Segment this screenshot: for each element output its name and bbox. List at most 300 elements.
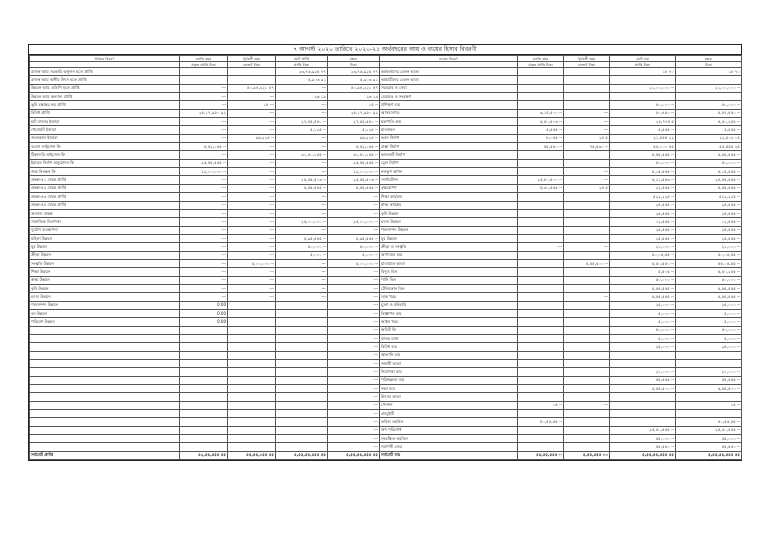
table-row xyxy=(30,201,742,209)
table-cell: --- xyxy=(180,276,228,284)
table-row xyxy=(30,443,742,451)
table-cell: ৫,৫৫,৫৫৫ ০০ xyxy=(564,451,610,459)
table-cell: ৫৫,৫৫৫ -- xyxy=(610,376,676,384)
table-cell: --- xyxy=(328,443,380,451)
table-cell xyxy=(30,360,180,368)
table-cell: রাজস্ব আয় স্থানীয় উৎস হতে প্রাপ্তি xyxy=(30,76,180,84)
table-cell: ৫,৫৫৫ -- xyxy=(518,126,564,134)
table-cell: ৫,৫৫,৫৫৫ -- xyxy=(676,184,742,192)
table-cell: --- xyxy=(328,301,380,309)
table-cell xyxy=(518,443,564,451)
table-cell: --- xyxy=(228,226,276,234)
table-cell: --- xyxy=(328,401,380,409)
table-cell: ৫,০০০ -- xyxy=(276,251,328,259)
table-cell: ৫,০০,০০০ -- xyxy=(328,259,380,267)
table-cell: ৫,৫৭,৫৫০ -- xyxy=(676,109,742,117)
table-cell xyxy=(228,318,276,326)
table-cell: ৯৬,২২৫ -- xyxy=(328,134,380,142)
table-cell: --- xyxy=(180,84,228,92)
table-cell xyxy=(518,209,564,217)
table-cell: ৫,৫৫,৫৫৫ -- xyxy=(610,293,676,301)
table-row xyxy=(30,259,742,267)
table-cell xyxy=(228,76,276,84)
table-cell: --- xyxy=(564,126,610,134)
table-cell: ৫০,০০০ -- xyxy=(676,101,742,109)
table-cell: ৫,৫০,২৫৫ -- xyxy=(676,118,742,126)
table-cell xyxy=(30,418,180,426)
table-cell: ৫৫,০০০ -- xyxy=(610,435,676,443)
table-cell: --- xyxy=(228,126,276,134)
table-cell xyxy=(276,351,328,359)
table-cell: 0.00 xyxy=(180,309,228,317)
table-cell: প্রকল্প-৫২ থেকে প্রাপ্তি xyxy=(30,184,180,192)
header-cell: প্রকৃত প্রাপ্তি টাকা xyxy=(180,62,228,68)
table-cell: --- xyxy=(180,126,228,134)
table-cell: --- xyxy=(180,243,228,251)
table-cell xyxy=(180,326,228,334)
table-cell xyxy=(564,418,610,426)
table-row xyxy=(30,218,742,226)
table-cell xyxy=(564,218,610,226)
table-cell: ৫,০০০ -- xyxy=(676,309,742,317)
header-cell: পূর্ববর্তী বছর xyxy=(228,56,276,62)
table-cell xyxy=(564,76,610,84)
table-cell: --- xyxy=(180,284,228,292)
table-cell: ২৫,৫৫৫ -- xyxy=(676,209,742,217)
table-cell xyxy=(564,301,610,309)
table-row xyxy=(30,209,742,217)
table-cell: পরিবেশ উন্নয়ন xyxy=(30,318,180,326)
table-cell: --- xyxy=(228,276,276,284)
table-cell xyxy=(518,276,564,284)
table-cell xyxy=(30,443,180,451)
table-cell xyxy=(518,318,564,326)
table-cell: --- xyxy=(180,201,228,209)
table-cell: ২১,০০০ -- xyxy=(676,368,742,376)
table-cell xyxy=(228,401,276,409)
table-cell: --- xyxy=(564,118,610,126)
table-cell: ২২,৫০২ ০৫ xyxy=(676,134,742,142)
table-cell xyxy=(518,151,564,159)
table-cell: যাতায়াত ভাতা xyxy=(380,259,518,267)
table-cell: --- xyxy=(328,276,380,284)
table-cell xyxy=(276,426,328,434)
table-cell: --- xyxy=(276,276,328,284)
table-cell: ২৫,০০০ -- xyxy=(610,343,676,351)
table-row xyxy=(30,343,742,351)
header-cell: বাজেট টাকা xyxy=(564,62,610,68)
table-cell: --- xyxy=(228,93,276,101)
table-cell: ৫৫,৫৫৫ -- xyxy=(676,376,742,384)
table-cell: --- xyxy=(180,259,228,267)
table-cell: --- xyxy=(180,118,228,126)
table-cell: ৫,০০০ -- xyxy=(610,335,676,343)
table-cell: ৫,৫৫,৫০০ -- xyxy=(564,259,610,267)
table-cell xyxy=(518,376,564,384)
table-cell: ৫,৫৫,৫৫,৫৫৫ ৫৫ xyxy=(676,451,742,459)
table-cell xyxy=(276,401,328,409)
table-cell xyxy=(180,368,228,376)
total-row xyxy=(30,451,742,459)
table-cell: ১৫ -- xyxy=(676,401,742,409)
table-cell xyxy=(564,226,610,234)
table-cell: ১৫ -- xyxy=(518,401,564,409)
table-cell: ৫,৫৫৫ -- xyxy=(676,126,742,134)
table-cell: জ্বালানি ব্যয় xyxy=(380,351,518,359)
table-cell: হাট বাজার ইজারা xyxy=(30,118,180,126)
table-cell: --- xyxy=(228,251,276,259)
table-cell xyxy=(180,376,228,384)
table-cell xyxy=(564,376,610,384)
table-cell: শিক্ষা উন্নয়ন xyxy=(30,268,180,276)
table-cell: ৫,০০০ -- xyxy=(676,318,742,326)
table-cell: স্যানিটেশন xyxy=(380,176,518,184)
table-cell: ১৮ ৭০ xyxy=(676,68,742,76)
table-cell xyxy=(564,435,610,443)
table-cell: প্রকল্প-৫৪ থেকে প্রাপ্তি xyxy=(30,201,180,209)
table-cell: ২৫,৫৫৫ -- xyxy=(676,226,742,234)
table-cell: ২৭,৫৫,৫৫০ -- xyxy=(328,118,380,126)
header-cell: ব্যয়ের বিবরণ xyxy=(380,56,518,62)
table-cell: --- xyxy=(328,309,380,317)
table-cell xyxy=(518,218,564,226)
table-cell: --- xyxy=(276,143,328,151)
table-cell: ৫,৫৫,৫৫৫ -- xyxy=(676,284,742,292)
table-cell xyxy=(518,84,564,92)
ledger-sheet xyxy=(28,44,742,461)
table-cell xyxy=(30,410,180,418)
table-row xyxy=(30,385,742,393)
table-cell: --- xyxy=(276,159,328,167)
table-cell: যানবাহন xyxy=(380,126,518,134)
table-cell xyxy=(276,326,328,334)
table-cell xyxy=(30,335,180,343)
table-cell: ২৫,০০০ -- xyxy=(610,301,676,309)
table-cell: ৫,০০০ -- xyxy=(610,309,676,317)
table-cell: --- xyxy=(228,118,276,126)
table-cell: --- xyxy=(276,209,328,217)
table-cell: --- xyxy=(180,251,228,259)
table-cell xyxy=(564,284,610,292)
table-cell: ২৫,০০০ -- xyxy=(676,301,742,309)
table-cell xyxy=(228,376,276,384)
table-cell xyxy=(564,193,610,201)
header-cell: চলতি বছর xyxy=(180,56,228,62)
table-cell: ২১,০০,০০০ -- xyxy=(676,84,742,92)
table-cell: ২৫,৫৫৫ -- xyxy=(610,234,676,242)
table-cell: ২৫ ৫ xyxy=(564,184,610,192)
table-cell: 0.00 xyxy=(180,318,228,326)
header-cell: প্রকৃত প্রাপ্তি টাকা xyxy=(518,62,564,68)
table-cell xyxy=(564,268,610,276)
table-cell: ক্রীড়া উন্নয়ন xyxy=(30,251,180,259)
table-cell: ২৫ ৫ xyxy=(564,134,610,142)
table-cell: --- xyxy=(564,401,610,409)
table-cell xyxy=(610,360,676,368)
table-row xyxy=(30,426,742,434)
table-cell xyxy=(30,393,180,401)
table-cell: মহিলা উন্নয়ন xyxy=(30,234,180,242)
table-cell: --- xyxy=(180,193,228,201)
table-cell: ২৫,৫৫,৫০৩ -- xyxy=(328,176,380,184)
table-cell xyxy=(276,393,328,401)
table-cell xyxy=(180,343,228,351)
table-cell: --- xyxy=(564,293,610,301)
table-cell: --- xyxy=(328,435,380,443)
table-cell: --- xyxy=(228,209,276,217)
table-cell xyxy=(518,301,564,309)
table-cell: --- xyxy=(276,134,328,142)
table-cell: সংস্কৃতি উন্নয়ন xyxy=(30,259,180,267)
table-cell: ভবিষ্য তহবিল xyxy=(380,418,518,426)
table-row xyxy=(30,93,742,101)
table-cell: ৫০,০০০ -- xyxy=(610,159,676,167)
table-cell xyxy=(564,351,610,359)
table-cell xyxy=(276,301,328,309)
table-cell xyxy=(30,426,180,434)
table-cell: সর্বমোট ব্যয় xyxy=(380,451,518,459)
table-cell: --- xyxy=(228,218,276,226)
table-cell xyxy=(610,93,676,101)
table-cell xyxy=(228,410,276,418)
table-cell xyxy=(276,418,328,426)
table-cell xyxy=(610,351,676,359)
table-cell xyxy=(30,401,180,409)
table-cell xyxy=(564,326,610,334)
table-cell xyxy=(564,443,610,451)
table-cell xyxy=(518,93,564,101)
table-cell: ২২,০০,০০০ -- xyxy=(180,168,228,176)
table-cell: --- xyxy=(328,418,380,426)
header-cell: চলতি বছর xyxy=(518,56,564,62)
table-cell: --- xyxy=(328,385,380,393)
table-cell xyxy=(564,426,610,434)
table-cell: প্রকল্প-৫১ থেকে প্রাপ্তি xyxy=(30,176,180,184)
table-cell: ২৩,৭৬,৯২৫ ৭৭ xyxy=(328,68,380,76)
table-cell: মুদ্রণ ও মনিহারি xyxy=(380,301,518,309)
table-cell xyxy=(564,385,610,393)
table-cell xyxy=(180,418,228,426)
table-cell xyxy=(564,151,610,159)
table-row xyxy=(30,418,742,426)
table-cell xyxy=(518,351,564,359)
table-cell xyxy=(564,93,610,101)
table-cell: মৎস্য উন্নয়ন xyxy=(30,293,180,301)
table-cell: ২৬ ১৯ xyxy=(328,93,380,101)
table-cell: --- xyxy=(228,234,276,242)
table-cell xyxy=(518,76,564,84)
table-row xyxy=(30,126,742,134)
table-row xyxy=(30,326,742,334)
table-cell: সর্বমোট প্রাপ্তি xyxy=(30,451,180,459)
header-cell: আয়ের বিবরণ xyxy=(30,56,180,62)
table-cell xyxy=(276,368,328,376)
table-cell: টেলিফোন বিল xyxy=(380,284,518,292)
table-cell: ৫,০০০ -- xyxy=(610,318,676,326)
table-cell: ৫,৯০৩ ৯১ xyxy=(328,76,380,84)
table-cell: --- xyxy=(276,293,328,301)
table-cell: --- xyxy=(328,368,380,376)
table-cell xyxy=(518,293,564,301)
table-cell xyxy=(564,276,610,284)
table-cell: যুব উন্নয়ন xyxy=(380,234,518,242)
table-cell xyxy=(228,435,276,443)
table-cell xyxy=(30,376,180,384)
table-cell: --- xyxy=(328,326,380,334)
table-cell: --- xyxy=(328,376,380,384)
table-cell: ক্রীড়া ও সংস্কৃতি xyxy=(380,243,518,251)
table-cell: জলমহাল ইজারা xyxy=(30,134,180,142)
table-cell xyxy=(276,343,328,351)
table-cell xyxy=(228,418,276,426)
table-cell: --- xyxy=(180,176,228,184)
table-cell: ৫০,০০০ -- xyxy=(676,276,742,284)
table-cell xyxy=(180,435,228,443)
table-cell xyxy=(180,393,228,401)
table-cell: --- xyxy=(228,176,276,184)
table-cell: ৫৫,৫৫০ -- xyxy=(518,143,564,151)
table-cell xyxy=(180,401,228,409)
table-cell: পেনশন xyxy=(380,401,518,409)
header-cell: মোট প্রাপ্তি xyxy=(276,56,328,62)
table-cell: --- xyxy=(180,151,228,159)
table-cell xyxy=(228,326,276,334)
table-cell: --- xyxy=(276,101,328,109)
header-cell: মোট ব্যয় xyxy=(610,56,676,62)
table-cell: --- xyxy=(518,243,564,251)
table-cell xyxy=(228,301,276,309)
table-cell: ২৫,৫৫,৫৫৫ -- xyxy=(180,159,228,167)
table-cell xyxy=(518,435,564,443)
table-cell: ৫৫,৫৫,৫৫৫ -- xyxy=(518,451,564,459)
table-cell: ২১,০০০ -- xyxy=(676,243,742,251)
table-row xyxy=(30,393,742,401)
table-cell: অন্যান্য প্রকল্প xyxy=(30,209,180,217)
table-cell: --- xyxy=(180,268,228,276)
table-cell: --- xyxy=(180,101,228,109)
table-cell: ইমারত নির্মাণ অনুমোদন ফি xyxy=(30,159,180,167)
table-cell: --- xyxy=(328,335,380,343)
table-row xyxy=(30,335,742,343)
table-cell: প্রশিক্ষণ ব্যয় xyxy=(380,101,518,109)
table-cell xyxy=(564,410,610,418)
table-cell: ভূমি হস্তান্তর কর প্রাপ্তি xyxy=(30,101,180,109)
table-cell xyxy=(518,368,564,376)
table-cell: --- xyxy=(228,243,276,251)
table-cell: ১৫ -- xyxy=(328,101,380,109)
table-cell: --- xyxy=(228,268,276,276)
table-cell: ২৫,৫০,৫০০ -- xyxy=(518,176,564,184)
table-cell: --- xyxy=(276,226,328,234)
table-cell xyxy=(564,251,610,259)
table-cell xyxy=(276,435,328,443)
table-cell xyxy=(518,268,564,276)
table-cell: প্রকল্প-৫৩ থেকে প্রাপ্তি xyxy=(30,193,180,201)
table-cell xyxy=(228,426,276,434)
table-cell: ২৫,৫৫,৫৫৫ -- xyxy=(676,176,742,184)
table-cell: জন্ম নিবন্ধন ফি xyxy=(30,168,180,176)
table-cell xyxy=(180,335,228,343)
table-cell xyxy=(518,385,564,393)
table-cell: ৩০,৫০,১৫৫ -- xyxy=(328,151,380,159)
table-cell: ২৫,০০,০০০ -- xyxy=(328,218,380,226)
table-cell xyxy=(228,443,276,451)
table-row xyxy=(30,143,742,151)
table-cell: উন্নয়ন আয় এডিপি হতে প্রাপ্তি xyxy=(30,84,180,92)
table-cell xyxy=(518,426,564,434)
table-cell xyxy=(276,335,328,343)
table-cell: --- xyxy=(228,168,276,176)
table-row xyxy=(30,293,742,301)
table-cell: ৫,৫৫,৫৫৫ -- xyxy=(676,151,742,159)
table-row xyxy=(30,184,742,192)
table-cell xyxy=(518,226,564,234)
table-row xyxy=(30,193,742,201)
table-cell xyxy=(564,309,610,317)
table-cell: ৫৫,৫৫,০৫৫ ৫৫ xyxy=(228,451,276,459)
header-cell: টাকা xyxy=(676,62,742,68)
table-cell xyxy=(228,351,276,359)
header-cell: প্রাপ্তি টাকা xyxy=(610,62,676,68)
table-cell: কালভার্ট নির্মাণ xyxy=(380,151,518,159)
table-cell: কর্মচারীদের বেতন ভাতা xyxy=(380,76,518,84)
table-cell xyxy=(276,410,328,418)
table-cell: ৫,৫৫,৫৫৫ -- xyxy=(610,151,676,159)
table-cell xyxy=(518,393,564,401)
table-cell: বিবিধ প্রাপ্তি xyxy=(30,109,180,117)
table-cell: ৫,০০০ -- xyxy=(328,251,380,259)
table-cell: কৃষি উন্নয়ন xyxy=(30,284,180,292)
table-cell xyxy=(30,326,180,334)
table-cell: ৩০,৫০,১৫৫ -- xyxy=(276,151,328,159)
table-cell xyxy=(518,309,564,317)
table-cell: বন উন্নয়ন xyxy=(30,309,180,317)
table-cell: --- xyxy=(276,259,328,267)
table-cell xyxy=(180,351,228,359)
table-cell: ৫,০০,০০০ -- xyxy=(228,259,276,267)
table-cell xyxy=(564,101,610,109)
table-cell: সম্মানী ভাতা xyxy=(380,360,518,368)
table-cell: ৫,৫২,০৫৫ -- xyxy=(328,143,380,151)
table-cell xyxy=(228,385,276,393)
table-cell: ১৮ ৭০ xyxy=(610,68,676,76)
table-cell: যুব উন্নয়ন xyxy=(30,243,180,251)
table-cell: --- xyxy=(328,226,380,234)
table-row xyxy=(30,168,742,176)
table-cell: --- xyxy=(328,393,380,401)
table-row xyxy=(30,176,742,184)
table-cell: --- xyxy=(228,151,276,159)
table-row xyxy=(30,243,742,251)
table-cell xyxy=(276,309,328,317)
table-cell xyxy=(564,159,610,167)
table-cell: গ্র্যাচুইটি xyxy=(380,410,518,418)
table-cell: --- xyxy=(180,134,228,142)
table-cell: ৯৬,২২৫ -- xyxy=(228,134,276,142)
table-cell xyxy=(564,209,610,217)
table-cell: কর্মকর্তাদের বেতন ভাতা xyxy=(380,68,518,76)
table-cell: ২৫,৫৫৫ -- xyxy=(610,226,676,234)
table-row xyxy=(30,284,742,292)
table-cell xyxy=(518,201,564,209)
table-cell: ২৫,৫৫৫ -- xyxy=(610,201,676,209)
table-cell: ১২,৫৫৫ -- xyxy=(676,218,742,226)
table-cell: ৫৫,০০০ -- xyxy=(676,435,742,443)
table-cell: --- xyxy=(228,109,276,117)
table-cell: ৫৫,০০০ ৫৫ xyxy=(610,143,676,151)
table-cell: ৫০,০০০ -- xyxy=(276,243,328,251)
table-cell: --- xyxy=(328,351,380,359)
